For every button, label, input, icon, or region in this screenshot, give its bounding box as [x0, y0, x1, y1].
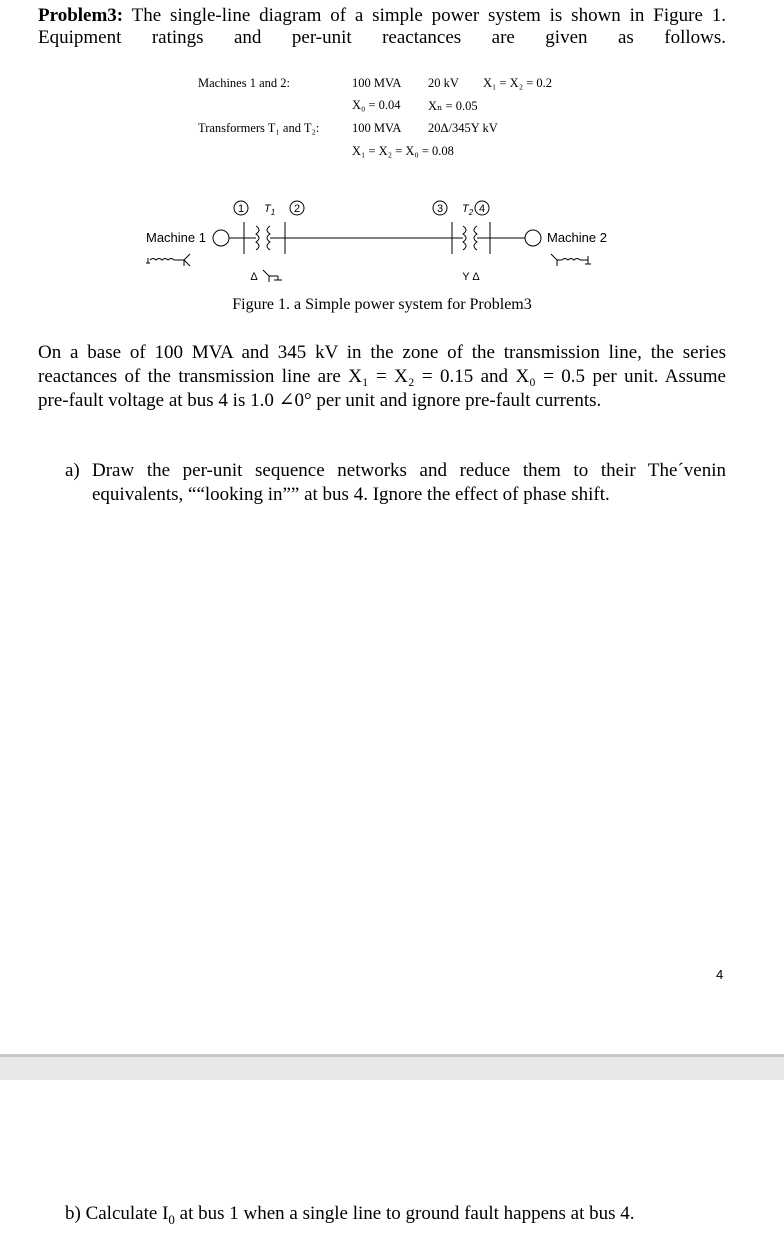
machine-1-grounding-icon	[146, 254, 190, 266]
problem-intro-text: The single-line diagram of a simple power system is shown in Figure 1.	[131, 5, 726, 26]
t1-winding-secondary	[267, 226, 270, 250]
machine-2-label: Machine 2	[547, 230, 607, 245]
bus-4-label: 4	[478, 203, 486, 215]
t2-winding-secondary	[474, 226, 477, 250]
problem-intro-line-1	[38, 4, 726, 28]
t2-label	[462, 203, 474, 217]
machines-rating: 100 MVA	[352, 76, 402, 90]
transformers-rating: 100 MVA	[352, 121, 402, 135]
bus-2-label: 2	[293, 203, 301, 215]
t1-wye-ground-icon	[263, 270, 282, 282]
t1-label-sub: 1	[270, 208, 276, 217]
machines-voltage: 20 kV	[428, 76, 459, 90]
problem-intro-line-2: Equipment ratings and per-unit reactances are given as follows.	[38, 27, 726, 48]
transformers-x: X₁ = X₂ = X₀ = 0.08	[352, 144, 454, 158]
figure-caption: Figure 1. a Simple power system for Problem3	[232, 296, 532, 313]
machines-label: Machines 1 and 2:	[198, 76, 290, 90]
machine-2-grounding-icon	[551, 254, 591, 266]
problem-label: Problem3:	[38, 5, 124, 26]
body-line-2: reactances of the transmission line are X₁ = X₂ = 0.15 and X₀ = 0.5 per unit. Assume	[38, 366, 726, 387]
part-b-text-sub: 0	[168, 1211, 175, 1227]
part-b-text-pre: Calculate I	[85, 1203, 169, 1224]
machines-x0: X₀ = 0.04	[352, 98, 401, 112]
machines-x12: X₁ = X₂ = 0.2	[483, 76, 552, 90]
t2-connection-label: Y Δ	[462, 271, 480, 283]
part-b-text-post: at bus 1 when a single line to ground fault happens at bus 4.	[174, 1203, 635, 1224]
t1-delta-label: Δ	[250, 271, 258, 283]
part-a-line-1: Draw the per-unit sequence networks and reduce them to their The´venin	[92, 460, 726, 481]
t1-label	[264, 203, 275, 217]
part-a-label: a)	[65, 460, 80, 481]
t1-winding-primary	[256, 226, 259, 250]
machine-2-generator	[525, 230, 541, 246]
machine-1-generator	[213, 230, 229, 246]
bus-1-label: 1	[237, 203, 245, 215]
bus-3-label: 3	[436, 203, 444, 215]
t2-winding-primary	[463, 226, 466, 250]
part-a-line-2: equivalents, ““looking in”” at bus 4. Ignore the effect of phase shift.	[92, 484, 610, 505]
machine-1-label: Machine 1	[146, 230, 206, 245]
part-b-label: b)	[65, 1203, 81, 1224]
body-line-3: pre-fault voltage at bus 4 is 1.0 ∠0° per unit and ignore pre-fault currents.	[38, 390, 602, 411]
t2-label-letter: T	[462, 203, 469, 215]
part-b-line	[65, 1202, 635, 1232]
single-line-diagram	[0, 190, 784, 290]
page-break-gap	[0, 1054, 784, 1080]
page-number: 4	[716, 967, 724, 982]
transformers-label: Transformers T₁ and T₂:	[198, 121, 320, 135]
transformers-voltage: 20Δ/345Y kV	[428, 121, 498, 135]
body-line-1: On a base of 100 MVA and 345 kV in the zone of the transmission line, the series	[38, 342, 726, 363]
machines-xn: Xₙ = 0.05	[428, 99, 478, 113]
t1-label-letter: T	[264, 203, 271, 215]
t2-label-sub: 2	[468, 208, 474, 217]
